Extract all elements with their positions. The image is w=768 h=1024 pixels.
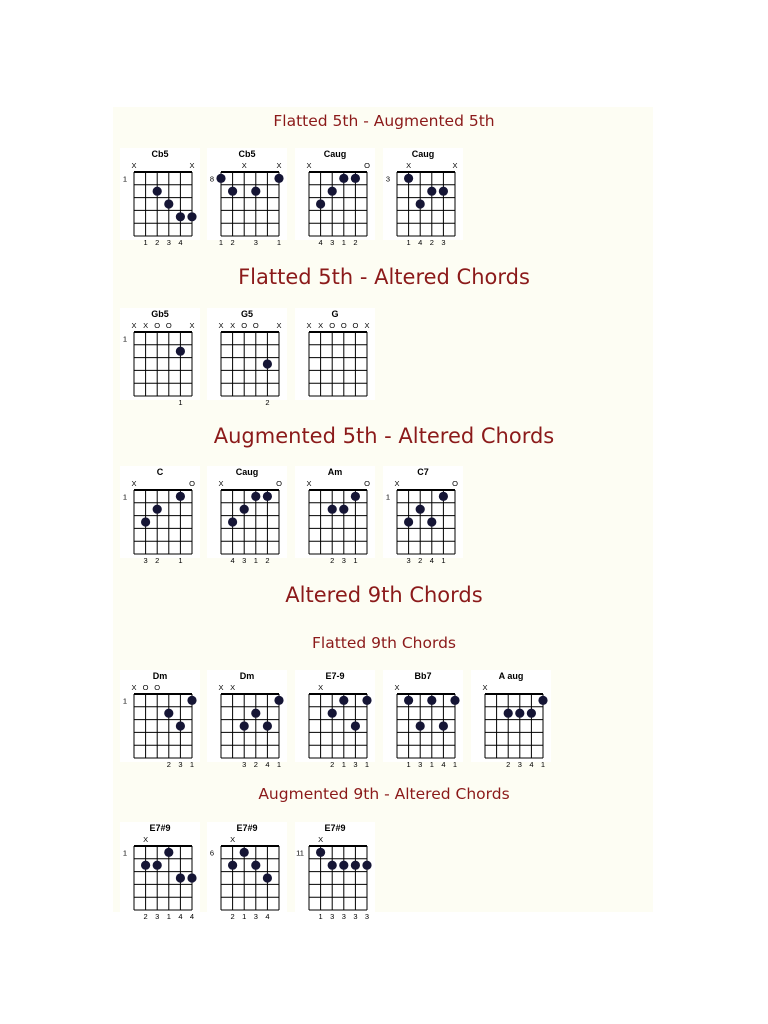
- finger-dot: [328, 187, 337, 196]
- finger-number: 2: [265, 556, 270, 565]
- finger-number: 4: [418, 238, 423, 247]
- finger-number: 1: [189, 760, 195, 769]
- finger-dot: [439, 492, 448, 501]
- finger-dot: [187, 212, 196, 221]
- finger-dot: [351, 861, 360, 870]
- finger-dot: [176, 492, 185, 501]
- open-string-marker: O: [189, 479, 195, 488]
- muted-string-marker: X: [318, 683, 324, 692]
- chord-diagram-svg: [207, 822, 287, 921]
- starting-fret-label: 1: [122, 696, 128, 706]
- muted-string-marker: X: [482, 683, 488, 692]
- finger-number: 3: [406, 556, 411, 565]
- finger-number: 2: [143, 912, 148, 921]
- finger-number: 4: [189, 912, 195, 921]
- open-string-marker: O: [352, 321, 359, 330]
- starting-fret-label: 1: [385, 492, 391, 502]
- open-string-marker: O: [364, 479, 370, 488]
- finger-dot: [427, 187, 436, 196]
- open-string-marker: O: [329, 321, 336, 330]
- chord-diagram-svg: [295, 308, 375, 400]
- muted-string-marker: X: [276, 161, 282, 170]
- muted-string-marker: X: [394, 479, 400, 488]
- finger-number: 1: [242, 912, 247, 921]
- chord-diagram-svg: [120, 670, 200, 769]
- chord-diagram: [295, 148, 375, 247]
- open-string-marker: O: [276, 479, 282, 488]
- chord-diagram-svg: [207, 466, 287, 565]
- chord-diagram: [207, 148, 287, 247]
- finger-number: 3: [364, 912, 370, 921]
- chord-diagram-svg: [295, 822, 375, 921]
- muted-string-marker: X: [131, 321, 137, 330]
- chord-name: G: [331, 309, 339, 319]
- finger-dot: [416, 721, 425, 730]
- open-string-marker: O: [165, 321, 172, 330]
- chord-diagram: [120, 670, 200, 769]
- starting-fret-label: 3: [385, 174, 391, 184]
- finger-number: 3: [418, 760, 423, 769]
- open-string-marker: O: [154, 321, 161, 330]
- muted-string-marker: X: [241, 161, 247, 170]
- finger-number: 2: [330, 760, 335, 769]
- finger-dot: [263, 873, 272, 882]
- chord-diagram-svg: [383, 466, 463, 565]
- finger-dot: [216, 174, 225, 183]
- open-string-marker: O: [241, 321, 248, 330]
- finger-number: 3: [353, 912, 358, 921]
- muted-string-marker: X: [230, 321, 236, 330]
- finger-dot: [263, 492, 272, 501]
- starting-fret-label: 11: [296, 848, 304, 858]
- finger-dot: [328, 709, 337, 718]
- finger-dot: [251, 492, 260, 501]
- finger-dot: [164, 848, 173, 857]
- finger-dot: [187, 696, 196, 705]
- finger-number: 2: [429, 238, 434, 247]
- finger-dot: [176, 873, 185, 882]
- starting-fret-label: 1: [122, 848, 128, 858]
- chord-diagram-svg: [295, 148, 375, 247]
- muted-string-marker: X: [230, 835, 236, 844]
- finger-dot: [153, 505, 162, 514]
- finger-number: 1: [253, 556, 258, 565]
- finger-number: 1: [143, 238, 148, 247]
- chord-diagram: [120, 822, 200, 921]
- chord-name: Dm: [239, 671, 255, 681]
- chord-diagram-svg: [295, 670, 375, 769]
- finger-number: 2: [506, 760, 511, 769]
- finger-dot: [176, 721, 185, 730]
- finger-number: 1: [341, 760, 346, 769]
- chord-name: C7: [417, 467, 429, 477]
- finger-dot: [427, 696, 436, 705]
- muted-string-marker: X: [276, 321, 282, 330]
- finger-number: 3: [341, 912, 346, 921]
- finger-dot: [316, 199, 325, 208]
- muted-string-marker: X: [143, 321, 149, 330]
- finger-number: 4: [178, 238, 183, 247]
- finger-dot: [164, 199, 173, 208]
- finger-dot: [538, 696, 547, 705]
- finger-dot: [251, 861, 260, 870]
- finger-dot: [362, 861, 371, 870]
- finger-number: 4: [178, 912, 183, 921]
- chord-name: E7-9: [325, 671, 345, 681]
- finger-number: 2: [230, 912, 235, 921]
- section-title-flatted-9th: Flatted 9th Chords: [311, 634, 456, 652]
- chord-name: A aug: [498, 671, 524, 681]
- chord-name: G5: [240, 309, 254, 319]
- starting-fret-label: 1: [122, 174, 128, 184]
- finger-dot: [176, 212, 185, 221]
- starting-fret-label: 1: [122, 334, 128, 344]
- finger-number: 4: [318, 238, 323, 247]
- finger-dot: [450, 696, 459, 705]
- finger-dot: [228, 187, 237, 196]
- finger-dot: [251, 187, 260, 196]
- open-string-marker: O: [252, 321, 259, 330]
- finger-dot: [251, 709, 260, 718]
- finger-number: 2: [253, 760, 258, 769]
- finger-number: 1: [276, 238, 282, 247]
- finger-dot: [228, 861, 237, 870]
- finger-dot: [240, 721, 249, 730]
- finger-number: 4: [265, 912, 270, 921]
- finger-number: 3: [330, 238, 335, 247]
- finger-number: 2: [155, 238, 160, 247]
- chord-name: E7#9: [236, 823, 258, 833]
- finger-number: 4: [441, 760, 446, 769]
- muted-string-marker: X: [318, 835, 324, 844]
- finger-dot: [527, 709, 536, 718]
- finger-dot: [404, 174, 413, 183]
- finger-number: 1: [218, 238, 224, 247]
- chord-diagram: [383, 148, 463, 247]
- finger-number: 2: [418, 556, 423, 565]
- finger-dot: [240, 505, 249, 514]
- finger-number: 1: [353, 556, 358, 565]
- finger-number: 1: [406, 760, 411, 769]
- section-title-altered-9th: Altered 9th Chords: [285, 583, 483, 607]
- chord-diagram-svg: [120, 148, 200, 247]
- starting-fret-label: 8: [209, 174, 215, 184]
- muted-string-marker: X: [318, 321, 324, 330]
- chord-diagram-svg: [207, 308, 287, 407]
- finger-dot: [316, 848, 325, 857]
- open-string-marker: O: [154, 683, 161, 692]
- finger-number: 1: [441, 556, 446, 565]
- finger-number: 3: [441, 238, 446, 247]
- open-string-marker: O: [142, 683, 149, 692]
- chord-diagram: [207, 466, 287, 565]
- chord-diagram-svg: [120, 822, 200, 921]
- finger-dot: [263, 359, 272, 368]
- chord-name: Cb5: [238, 149, 256, 159]
- chord-diagram: [295, 308, 375, 400]
- finger-number: 4: [529, 760, 534, 769]
- finger-number: 1: [452, 760, 458, 769]
- chord-name: E7#9: [324, 823, 346, 833]
- muted-string-marker: X: [131, 683, 137, 692]
- finger-number: 3: [155, 912, 160, 921]
- muted-string-marker: X: [189, 161, 195, 170]
- finger-dot: [427, 517, 436, 526]
- finger-number: 2: [353, 238, 358, 247]
- section-title-augmented-5th-altered: Augmented 5th - Altered Chords: [213, 424, 555, 448]
- finger-number: 4: [230, 556, 235, 565]
- finger-number: 1: [406, 238, 411, 247]
- finger-dot: [328, 861, 337, 870]
- finger-dot: [228, 517, 237, 526]
- chord-diagram: [383, 466, 463, 565]
- finger-number: 1: [364, 760, 370, 769]
- finger-dot: [351, 492, 360, 501]
- finger-dot: [351, 174, 360, 183]
- finger-dot: [274, 696, 283, 705]
- open-string-marker: O: [452, 479, 458, 488]
- muted-string-marker: X: [218, 479, 224, 488]
- finger-dot: [274, 174, 283, 183]
- finger-dot: [404, 517, 413, 526]
- finger-number: 3: [353, 760, 358, 769]
- finger-dot: [362, 696, 371, 705]
- chord-name: Am: [327, 467, 343, 477]
- chord-diagram: [120, 466, 200, 565]
- chord-diagram: [383, 670, 463, 769]
- finger-dot: [504, 709, 513, 718]
- muted-string-marker: X: [364, 321, 370, 330]
- finger-dot: [416, 199, 425, 208]
- chord-name: Cb5: [151, 149, 169, 159]
- chord-diagram-svg: [295, 466, 375, 565]
- finger-number: 3: [242, 556, 247, 565]
- chord-diagram: [295, 822, 375, 921]
- finger-number: 1: [276, 760, 282, 769]
- muted-string-marker: X: [131, 479, 137, 488]
- finger-dot: [339, 696, 348, 705]
- chord-diagram: [295, 670, 375, 769]
- muted-string-marker: X: [306, 479, 312, 488]
- chord-name: Bb7: [414, 671, 432, 681]
- finger-number: 1: [429, 760, 434, 769]
- finger-number: 1: [178, 398, 183, 407]
- finger-number: 2: [230, 238, 235, 247]
- finger-dot: [339, 505, 348, 514]
- chord-diagram-svg: [207, 148, 287, 247]
- finger-number: 2: [155, 556, 160, 565]
- finger-dot: [328, 505, 337, 514]
- chord-diagram-svg: [120, 308, 200, 407]
- finger-number: 3: [517, 760, 522, 769]
- finger-number: 4: [265, 760, 270, 769]
- finger-number: 1: [341, 238, 346, 247]
- muted-string-marker: X: [131, 161, 137, 170]
- muted-string-marker: X: [306, 161, 312, 170]
- section-title-flatted-5th-altered: Flatted 5th - Altered Chords: [238, 265, 530, 289]
- muted-string-marker: X: [306, 321, 312, 330]
- finger-number: 3: [143, 556, 148, 565]
- finger-dot: [351, 721, 360, 730]
- starting-fret-label: 6: [209, 848, 215, 858]
- finger-number: 2: [265, 398, 270, 407]
- finger-number: 2: [166, 760, 171, 769]
- finger-dot: [339, 861, 348, 870]
- finger-number: 3: [166, 238, 171, 247]
- muted-string-marker: X: [406, 161, 412, 170]
- chord-diagram-svg: [383, 670, 463, 769]
- finger-number: 3: [330, 912, 335, 921]
- finger-number: 3: [178, 760, 183, 769]
- chord-name: Gb5: [151, 309, 169, 319]
- chord-diagram-svg: [207, 670, 287, 769]
- finger-dot: [515, 709, 524, 718]
- chord-name: Dm: [152, 671, 168, 681]
- open-string-marker: O: [340, 321, 347, 330]
- finger-dot: [263, 721, 272, 730]
- finger-number: 3: [242, 760, 247, 769]
- chord-name: E7#9: [149, 823, 171, 833]
- finger-number: 3: [341, 556, 346, 565]
- finger-number: 2: [330, 556, 335, 565]
- finger-dot: [141, 861, 150, 870]
- finger-number: 1: [318, 912, 323, 921]
- finger-number: 3: [253, 912, 258, 921]
- muted-string-marker: X: [218, 683, 224, 692]
- chord-name: C: [156, 467, 164, 477]
- finger-dot: [439, 187, 448, 196]
- finger-dot: [339, 174, 348, 183]
- chord-diagram: [471, 670, 551, 769]
- chord-name: Caug: [323, 149, 347, 159]
- finger-dot: [416, 505, 425, 514]
- open-string-marker: O: [364, 161, 370, 170]
- finger-number: 1: [166, 912, 171, 921]
- finger-number: 1: [178, 556, 183, 565]
- muted-string-marker: X: [394, 683, 400, 692]
- muted-string-marker: X: [230, 683, 236, 692]
- chord-diagram-svg: [383, 148, 463, 247]
- chord-diagram: [120, 308, 200, 407]
- finger-dot: [404, 696, 413, 705]
- chord-diagram: [207, 822, 287, 921]
- finger-dot: [153, 187, 162, 196]
- chord-name: Caug: [235, 467, 259, 477]
- finger-dot: [164, 709, 173, 718]
- chord-diagram: [120, 148, 200, 247]
- finger-dot: [187, 873, 196, 882]
- chord-diagram: [207, 670, 287, 769]
- chord-diagram-svg: [471, 670, 551, 769]
- muted-string-marker: X: [218, 321, 224, 330]
- section-title-flatted-5th-augmented-5th: Flatted 5th - Augmented 5th: [273, 112, 495, 130]
- finger-dot: [153, 861, 162, 870]
- finger-number: 1: [540, 760, 546, 769]
- finger-dot: [240, 848, 249, 857]
- chord-diagram: [207, 308, 287, 407]
- muted-string-marker: X: [452, 161, 458, 170]
- finger-dot: [439, 721, 448, 730]
- finger-number: 3: [253, 238, 258, 247]
- muted-string-marker: X: [189, 321, 195, 330]
- chord-diagram-svg: [120, 466, 200, 565]
- muted-string-marker: X: [143, 835, 149, 844]
- finger-number: 4: [429, 556, 434, 565]
- chord-name: Caug: [411, 149, 435, 159]
- section-title-augmented-9th-altered: Augmented 9th - Altered Chords: [258, 785, 510, 803]
- starting-fret-label: 1: [122, 492, 128, 502]
- chord-diagram: [295, 466, 375, 565]
- finger-dot: [176, 347, 185, 356]
- finger-dot: [141, 517, 150, 526]
